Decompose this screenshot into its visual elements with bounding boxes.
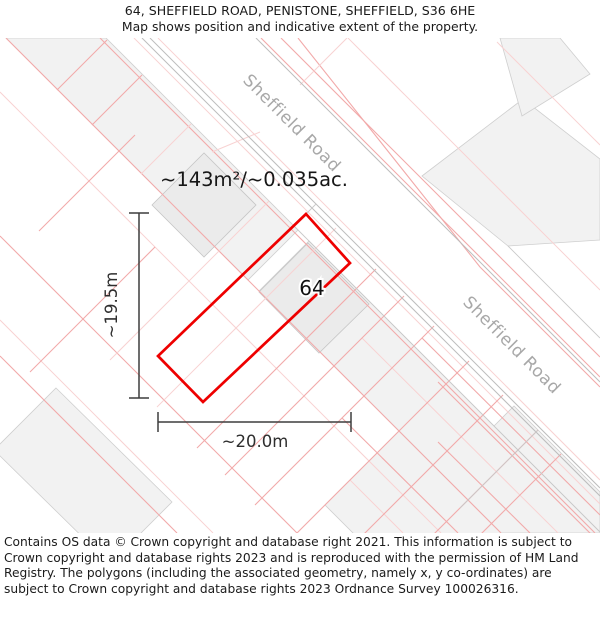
property-number-label: 64 [299,276,325,300]
map-canvas [0,38,600,533]
height-dimension-label: ~19.5m [102,271,121,339]
width-dimension-label: ~20.0m [221,432,289,451]
map-image [0,38,600,533]
page-subtitle: Map shows position and indicative extent of the property. [121,19,479,34]
page-title: 64, SHEFFIELD ROAD, PENISTONE, SHEFFIELD, S36 6HE [124,3,476,18]
road-label-upper: Sheffield Road [238,70,345,177]
copyright-text: Contains OS data © Crown copyright and database right 2021. This information is subject to Crown copyright and database rights 2023 and is reproduced with the permission of HM Land Registry. The polygons (including the associated geometry, namely x, y co-ordinates) are subject to Crown copyright and database rights 2023 Ordnance Survey 100026316. [4,535,579,597]
road-label-lower: Sheffield Road [458,292,565,399]
header [0,0,600,38]
footer [0,533,600,625]
area-label: ~143m²/~0.035ac. [160,168,348,191]
